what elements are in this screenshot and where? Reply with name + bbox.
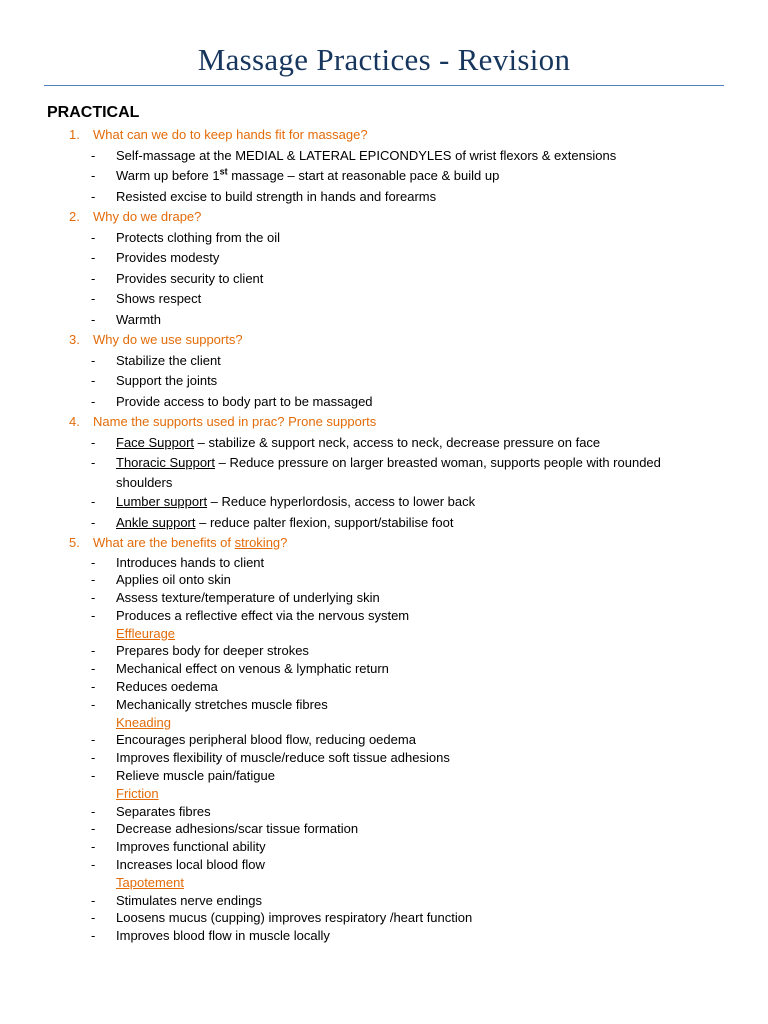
bullet-dash: - — [91, 590, 96, 606]
question-number: 4. — [69, 414, 80, 429]
bullet-dash: - — [91, 147, 96, 163]
question-number: 3. — [69, 332, 80, 347]
question-4 — [0, 412, 768, 433]
list-item: - Lumber support – Reduce hyperlordosis, access to lower back — [0, 492, 768, 513]
technique-heading-tapotement: Tapotement — [116, 874, 184, 890]
question-number: 1. — [69, 127, 80, 142]
question-text: What can we do to keep hands fit for massage? — [93, 127, 368, 142]
bullet-dash: - — [91, 229, 96, 245]
bullet-dash: - — [91, 270, 96, 286]
list-item: - Applies oil onto skin — [91, 572, 231, 588]
list-item: - Face Support – stabilize & support neck, access to neck, decrease pressure on face — [0, 433, 768, 454]
list-item: - Reduces oedema — [91, 679, 218, 695]
list-item: - Decrease adhesions/scar tissue formation — [91, 821, 359, 837]
list-item: - Produces a reflective effect via the nervous system — [91, 607, 410, 623]
list-item: - Provides security to client — [0, 269, 768, 290]
bullet-dash: - — [91, 643, 96, 659]
question-1 — [0, 125, 768, 146]
question-3 — [0, 330, 768, 351]
technique-heading-friction: Friction — [116, 785, 159, 801]
list-item: - Relieve muscle pain/fatigue — [91, 768, 275, 784]
bullet-dash: - — [91, 679, 96, 695]
stroking-term: stroking — [234, 535, 281, 550]
support-term: Ankle support — [116, 514, 196, 530]
technique-heading-effleurage: Effleurage — [116, 625, 176, 641]
bullet-dash: - — [91, 514, 96, 530]
list-item: - Thoracic Support – Reduce pressure on larger breasted woman, supports people with rounded shoulders — [91, 455, 661, 490]
question-2 — [0, 207, 768, 228]
bullet-dash: - — [91, 857, 96, 873]
question-text: Why do we use supports? — [93, 332, 243, 347]
bullet-dash: - — [91, 554, 96, 570]
question-number: 5. — [69, 535, 80, 550]
bullet-dash: - — [91, 291, 96, 306]
list-item: - Loosens mucus (cupping) improves respiratory /heart function — [91, 910, 473, 926]
bullet-dash: - — [91, 892, 96, 908]
bullet-dash: - — [91, 696, 96, 712]
bullet-dash: - — [91, 661, 96, 677]
bullet-dash: - — [91, 352, 96, 368]
bullet-dash: - — [91, 928, 96, 944]
bullet-dash: - — [91, 168, 96, 183]
bullet-dash: - — [91, 393, 96, 409]
bullet-dash: - — [91, 607, 96, 623]
bullet-dash: - — [91, 311, 96, 327]
list-item: - Introduces hands to client — [91, 554, 265, 570]
list-item: - Mechanical effect on venous & lymphatic return — [91, 661, 389, 677]
list-item: - Provides modesty — [0, 248, 768, 269]
question-text: Name the supports used in prac? Prone supports — [93, 414, 377, 429]
support-term: Thoracic Support — [116, 455, 215, 470]
list-item: - Support the joints — [0, 371, 768, 392]
document-body — [0, 125, 768, 945]
bullet-dash: - — [91, 839, 96, 855]
bullet-dash: - — [91, 494, 96, 509]
list-item: - Improves blood flow in muscle locally — [91, 928, 330, 944]
bullet-dash: - — [91, 373, 96, 388]
list-item: - Stabilize the client — [0, 351, 768, 372]
bullet-dash: - — [91, 188, 96, 204]
section-heading: PRACTICAL — [47, 104, 140, 121]
support-term: Face Support — [116, 434, 195, 450]
title-divider — [44, 85, 724, 86]
list-item: - Protects clothing from the oil — [0, 228, 768, 249]
list-item: - Separates fibres — [91, 803, 211, 819]
bullet-dash: - — [91, 821, 96, 837]
bullet-dash: - — [91, 750, 96, 766]
list-item: - Stimulates nerve endings — [91, 892, 262, 908]
list-item: - Ankle support – reduce palter flexion, support/stabilise foot — [0, 513, 768, 534]
list-item: - Encourages peripheral blood flow, reducing oedema — [91, 732, 416, 748]
list-item: - Warm up before 1st massage – start at reasonable pace & build up — [0, 166, 768, 187]
list-item: - Prepares body for deeper strokes — [91, 643, 309, 659]
bullet-dash: - — [91, 250, 96, 265]
list-item: - Shows respect — [0, 289, 768, 310]
list-item: - Increases local blood flow — [91, 857, 265, 873]
bullet-dash: - — [91, 803, 96, 819]
list-item: - Assess texture/temperature of underlying skin — [91, 590, 380, 606]
page-title: Massage Practices - Revision — [197, 42, 571, 77]
list-item: - Improves flexibility of muscle/reduce soft tissue adhesions — [91, 750, 450, 766]
list-item: - Warmth — [0, 310, 768, 331]
list-item: - Improves functional ability — [91, 839, 266, 855]
question-5 — [0, 533, 768, 554]
list-item: - Mechanically stretches muscle fibres — [91, 696, 328, 712]
bullet-dash: - — [91, 732, 96, 748]
bullet-dash: - — [91, 455, 96, 470]
question-text: What are the benefits of stroking? — [93, 535, 288, 550]
list-item: - Resisted excise to build strength in hands and forearms — [0, 187, 768, 208]
list-item: - Provide access to body part to be massaged — [0, 392, 768, 413]
bullet-dash: - — [91, 910, 96, 926]
technique-heading-kneading: Kneading — [116, 714, 171, 730]
list-item: - Self-massage at the MEDIAL & LATERAL EPICONDYLES of wrist flexors & extensions — [0, 146, 768, 167]
bullet-dash: - — [91, 434, 96, 450]
bullet-dash: - — [91, 768, 96, 784]
support-term: Lumber support — [116, 494, 208, 509]
question-text: Why do we drape? — [93, 209, 202, 224]
question-number: 2. — [69, 209, 80, 224]
bullet-dash: - — [91, 572, 96, 588]
